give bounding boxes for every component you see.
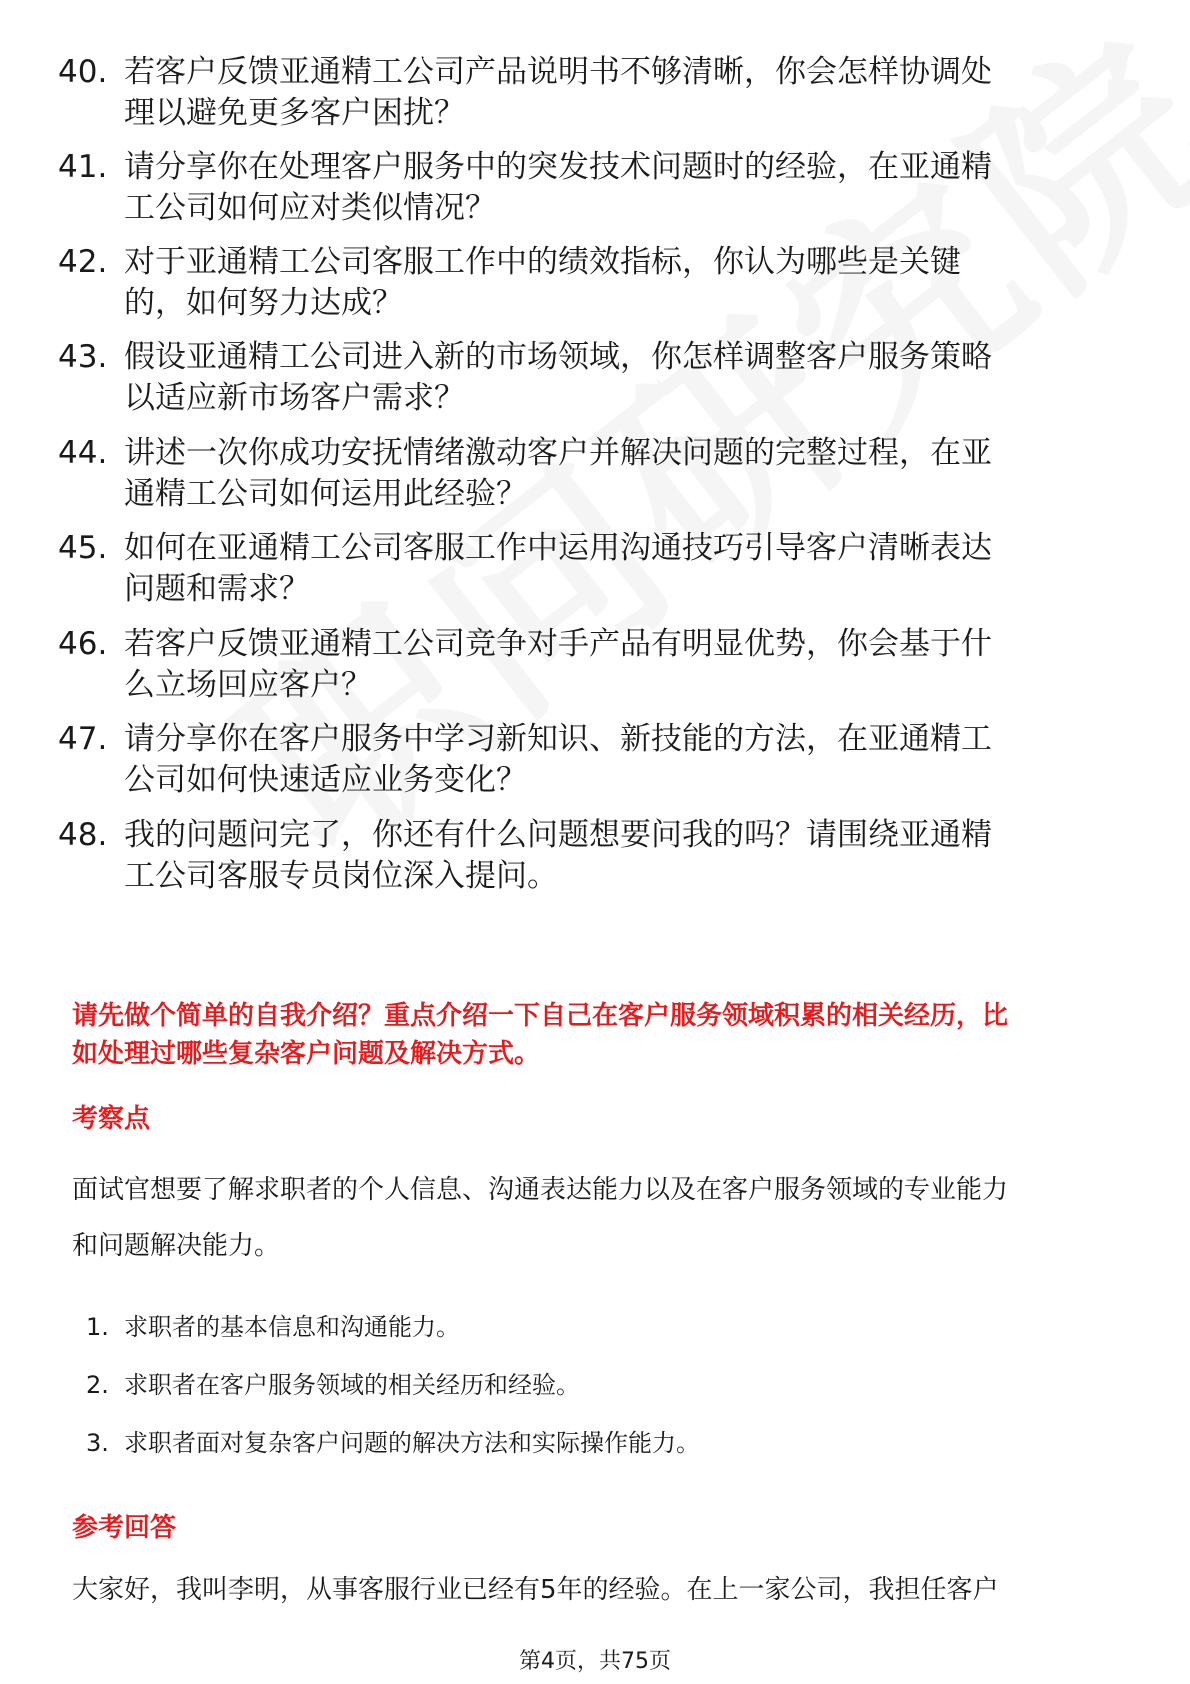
assessment-point-text: 求职者面对复杂客户问题的解决方法和实际操作能力。 (124, 1429, 700, 1457)
question-number: 43. (58, 339, 108, 375)
question-item (58, 433, 1118, 515)
question-item (58, 815, 1118, 897)
question-text-line: 的，如何努力达成？ (124, 285, 403, 321)
assessment-paragraph-line: 和问题解决能力。 (72, 1231, 281, 1261)
question-text-line: 如何在亚通精工公司客服工作中运用沟通技巧引导客户清晰表达 (124, 530, 992, 566)
question-number: 45. (58, 530, 108, 566)
question-number: 41. (58, 149, 108, 185)
featured-question-line: 请先做个简单的自我介绍？重点介绍一下自己在客户服务领域积累的相关经历，比 (72, 1001, 1009, 1031)
assessment-point-number: 1. (86, 1313, 109, 1341)
question-text-line: 讲述一次你成功安抚情绪激动客户并解决问题的完整过程，在亚 (124, 435, 992, 471)
question-text-line: 么立场回应客户？ (124, 667, 372, 703)
reference-heading: 参考回答 (72, 1513, 177, 1543)
question-text-line: 对于亚通精工公司客服工作中的绩效指标，你认为哪些是关键 (124, 244, 961, 280)
question-text-line: 若客户反馈亚通精工公司竞争对手产品有明显优势，你会基于什 (124, 626, 992, 662)
reference-paragraph (72, 1572, 1122, 1608)
question-text-line: 请分享你在客户服务中学习新知识、新技能的方法，在亚通精工 (124, 721, 992, 757)
question-item (58, 52, 1118, 134)
question-text-line: 假设亚通精工公司进入新的市场领域，你怎样调整客户服务策略 (124, 339, 992, 375)
question-number: 40. (58, 54, 108, 90)
question-text-line: 公司如何快速适应业务变化？ (124, 762, 527, 798)
featured-question-line: 如处理过哪些复杂客户问题及解决方式。 (72, 1039, 541, 1069)
question-text-line: 理以避免更多客户困扰？ (124, 95, 465, 131)
question-text-line: 工公司客服专员岗位深入提问。 (124, 858, 558, 894)
question-number: 46. (58, 626, 108, 662)
question-text-line: 问题和需求？ (124, 571, 310, 607)
assessment-point-text: 求职者在客户服务领域的相关经历和经验。 (124, 1371, 580, 1399)
page-footer: 第4页，共75页 (519, 1649, 671, 1674)
question-text-line: 我的问题问完了，你还有什么问题想要问我的吗？请围绕亚通精 (124, 817, 992, 853)
question-text-line: 以适应新市场客户需求？ (124, 380, 465, 416)
question-text-line: 若客户反馈亚通精工公司产品说明书不够清晰，你会怎样协调处 (124, 54, 992, 90)
assessment-heading: 考察点 (72, 1104, 151, 1134)
question-number: 47. (58, 721, 108, 757)
question-item (58, 624, 1118, 706)
reference-paragraph-line: 大家好，我叫李明，从事客服行业已经有5年的经验。在上一家公司，我担任客户 (72, 1575, 999, 1605)
question-number: 48. (58, 817, 108, 853)
question-item (58, 242, 1118, 324)
question-text-line: 通精工公司如何运用此经验？ (124, 476, 527, 512)
assessment-paragraph-line: 面试官想要了解求职者的个人信息、沟通表达能力以及在客户服务领域的专业能力 (72, 1175, 1009, 1205)
assessment-point (86, 1369, 580, 1401)
featured-question (72, 997, 1122, 1073)
question-item (58, 147, 1118, 229)
assessment-paragraph (72, 1162, 1122, 1274)
question-number: 42. (58, 244, 108, 280)
question-text-line: 请分享你在处理客户服务中的突发技术问题时的经验，在亚通精 (124, 149, 992, 185)
question-item (58, 337, 1118, 419)
assessment-point-number: 2. (86, 1371, 109, 1399)
assessment-point (86, 1311, 460, 1343)
question-item (58, 528, 1118, 610)
assessment-point (86, 1427, 700, 1459)
assessment-point-text: 求职者的基本信息和沟通能力。 (124, 1313, 460, 1341)
assessment-point-number: 3. (86, 1429, 109, 1457)
question-text-line: 工公司如何应对类似情况？ (124, 190, 496, 226)
question-item (58, 719, 1118, 801)
question-number: 44. (58, 435, 108, 471)
